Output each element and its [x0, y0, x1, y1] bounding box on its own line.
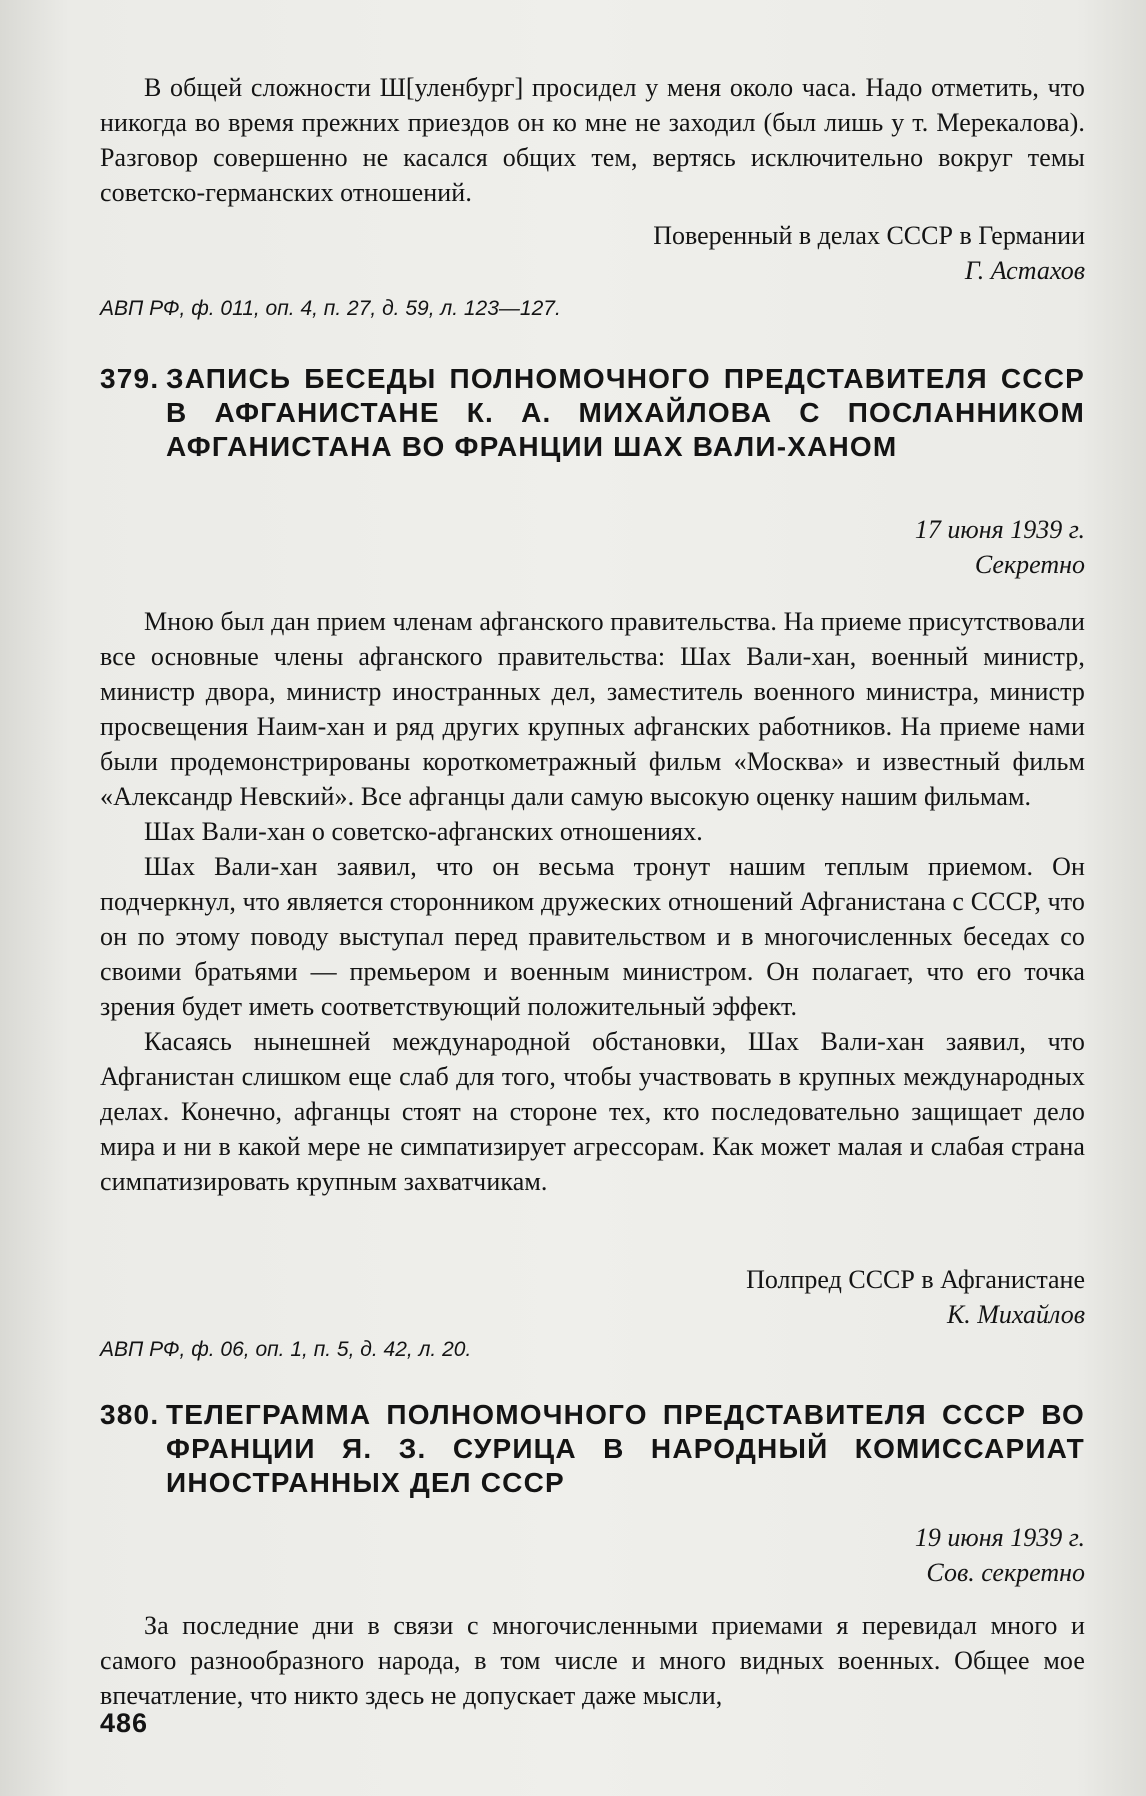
doc-380-body: [100, 1608, 1085, 1713]
closing-paragraph: В общей сложности Ш[уленбург] просидел у меня около часа. Надо отметить, что никогда во время прежних приездов он ко мне не заходил (был лишь у т. Мерекалова). Разговор совершенно не касался общих тем, вертясь исключительно вокруг темы советско-германских отношений.: [100, 73, 1085, 207]
document-number: 380.: [100, 1399, 160, 1430]
document-number: 379.: [100, 363, 160, 394]
doc-377-signature: [100, 218, 1085, 288]
signature-name: Г. Астахов: [964, 256, 1085, 285]
doc-380-dateline: [100, 1520, 1085, 1590]
body-paragraph: Шах Вали-хан заявил, что он весьма тронут нашим теплым приемом. Он подчеркнул, что является сторонником дружеских отношений Афганистана с СССР, что он по этому поводу выступал перед правительством и в многочисленных беседах со своими братьями — премьером и военным министром. Он полагает, что его точка зрения будет иметь соответствующий положительный эффект.: [100, 852, 1085, 1021]
classification-mark: Сов. секретно: [926, 1558, 1085, 1587]
doc-380-heading: [100, 1398, 1085, 1500]
classification-mark: Секретно: [974, 550, 1085, 579]
signature-title: Полпред СССР в Афганистане: [746, 1265, 1085, 1294]
body-paragraph: Касаясь нынешней международной обстановки, Шах Вали-хан заявил, что Афганистан слишком еще слаб для того, чтобы участвовать в крупных международных делах. Конечно, афганцы стоят на стороне тех, кто последовательно защищает дело мира и ни в какой мере не симпатизирует агрессорам. Как может малая и слабая страна симпатизировать крупным захватчикам.: [100, 1027, 1085, 1196]
page-number: 486: [100, 1708, 149, 1738]
doc-377-archive: [100, 295, 1085, 323]
body-paragraph: Мною был дан прием членам афганского правительства. На приеме присутствовали все основные члены афганского правительства: Шах Вали-хан, военный министр, министр двора, министр иностранных дел, заместитель военного министра, министр просвещения Наим-хан и ряд других крупных афганских работников. На приеме нами были продемонстрированы короткометражный фильм «Москва» и известный фильм «Александр Невский». Все афганцы дали самую высокую оценку нашим фильмам.: [100, 607, 1085, 811]
doc-379-dateline: [100, 512, 1085, 582]
body-paragraph: За последние дни в связи с многочисленными приемами я перевидал много и самого разнообразного народа, в том числе и много видных военных. Общее мое впечатление, что никто здесь не допускает даже мысли,: [100, 1611, 1085, 1710]
body-paragraph: Шах Вали-хан о советско-афганских отношениях.: [144, 817, 703, 846]
doc-379-archive: [100, 1336, 1085, 1364]
document-date: 17 июня 1939 г.: [914, 515, 1085, 544]
archive-reference: АВП РФ, ф. 06, оп. 1, п. 5, д. 42, л. 20.: [100, 1338, 472, 1361]
doc-379-signature: [100, 1262, 1085, 1332]
signature-title: Поверенный в делах СССР в Германии: [653, 221, 1085, 250]
document-date: 19 июня 1939 г.: [914, 1523, 1085, 1552]
document-heading: [100, 362, 1085, 464]
signature-name: К. Михайлов: [946, 1300, 1085, 1329]
document-title: ЗАПИСЬ БЕСЕДЫ ПОЛНОМОЧНОГО ПРЕДСТАВИТЕЛЯ СССР В АФГАНИСТАНЕ К. А. МИХАЙЛОВА С ПОСЛАННИКОМ АФГАНИСТАНА ВО ФРАНЦИИ ШАХ ВАЛИ-ХАНОМ: [166, 363, 1085, 462]
doc-379-body: [100, 604, 1085, 1199]
document-title: ТЕЛЕГРАММА ПОЛНОМОЧНОГО ПРЕДСТАВИТЕЛЯ СССР ВО ФРАНЦИИ Я. З. СУРИЦА В НАРОДНЫЙ КОМИССАРИАТ ИНОСТРАННЫХ ДЕЛ СССР: [166, 1399, 1085, 1498]
document-heading: [100, 1398, 1085, 1500]
doc-377-ending: [100, 70, 1085, 210]
archive-reference: АВП РФ, ф. 011, оп. 4, п. 27, д. 59, л. 123—127.: [100, 297, 561, 320]
doc-379-heading: [100, 362, 1085, 464]
